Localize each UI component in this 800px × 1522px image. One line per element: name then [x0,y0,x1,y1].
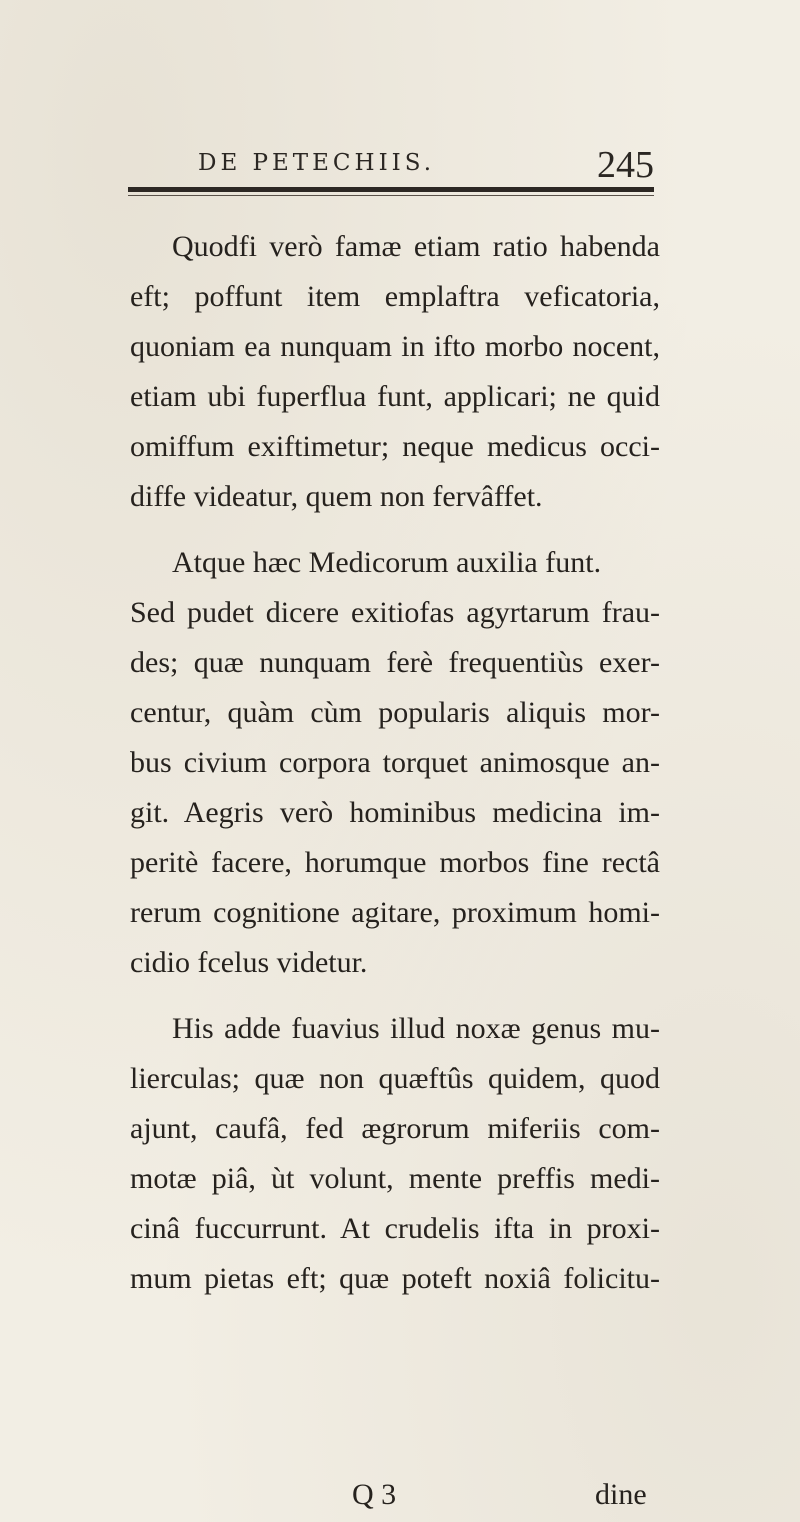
text-line: omiffum exiftimetur; neque medicus occi- [130,430,660,463]
paragraph-1 [130,222,660,522]
paragraph-2 [130,538,660,988]
body-text [130,222,660,1304]
text-line: mum pietas eft; quæ poteft noxiâ folicitu- [130,1262,660,1295]
text-line: eft; poffunt item emplaftra veficatoria, [130,280,660,313]
text-line: rerum cognitione agitare, proximum homi- [130,896,660,929]
header-rule-thin [128,195,654,196]
running-title: DE PETECHIIS. [198,150,436,176]
text-line: git. Aegris verò hominibus medicina im- [130,796,660,829]
text-line: Quodfi verò famæ etiam ratio habenda [172,230,660,263]
text-line: centur, quàm cùm popularis aliquis mor- [130,696,660,729]
paragraph-3 [130,1004,660,1304]
text-line: quoniam ea nunquam in ifto morbo nocent, [130,330,660,363]
text-line: bus civium corpora torquet animosque an- [130,746,660,779]
text-line: His adde fuavius illud noxæ genus mu- [172,1012,660,1045]
page-number: 245 [597,144,654,186]
text-line: etiam ubi fuperflua funt, applicari; ne quid [130,380,660,413]
text-line: Atque hæc Medicorum auxilia funt. [172,546,602,579]
text-line: Sed pudet dicere exitiofas agyrtarum frau- [130,596,660,629]
text-line: ajunt, caufâ, fed ægrorum miferiis com- [130,1112,660,1145]
signature-mark: Q 3 [352,1478,397,1511]
text-line: peritè facere, horumque morbos fine rectâ [130,846,660,879]
text-line: diffe videatur, quem non fervâffet. [130,480,543,513]
text-line: motæ piâ, ùt volunt, mente preffis medi- [130,1162,660,1195]
text-line: cidio fcelus videtur. [130,946,368,979]
catchword: dine [595,1478,647,1511]
text-line: cinâ fuccurrunt. At crudelis ifta in proxi- [130,1212,660,1245]
text-line: lierculas; quæ non quæftûs quidem, quod [130,1062,660,1095]
header-rule [128,187,654,192]
text-line: des; quæ nunquam ferè frequentiùs exer- [130,646,660,679]
